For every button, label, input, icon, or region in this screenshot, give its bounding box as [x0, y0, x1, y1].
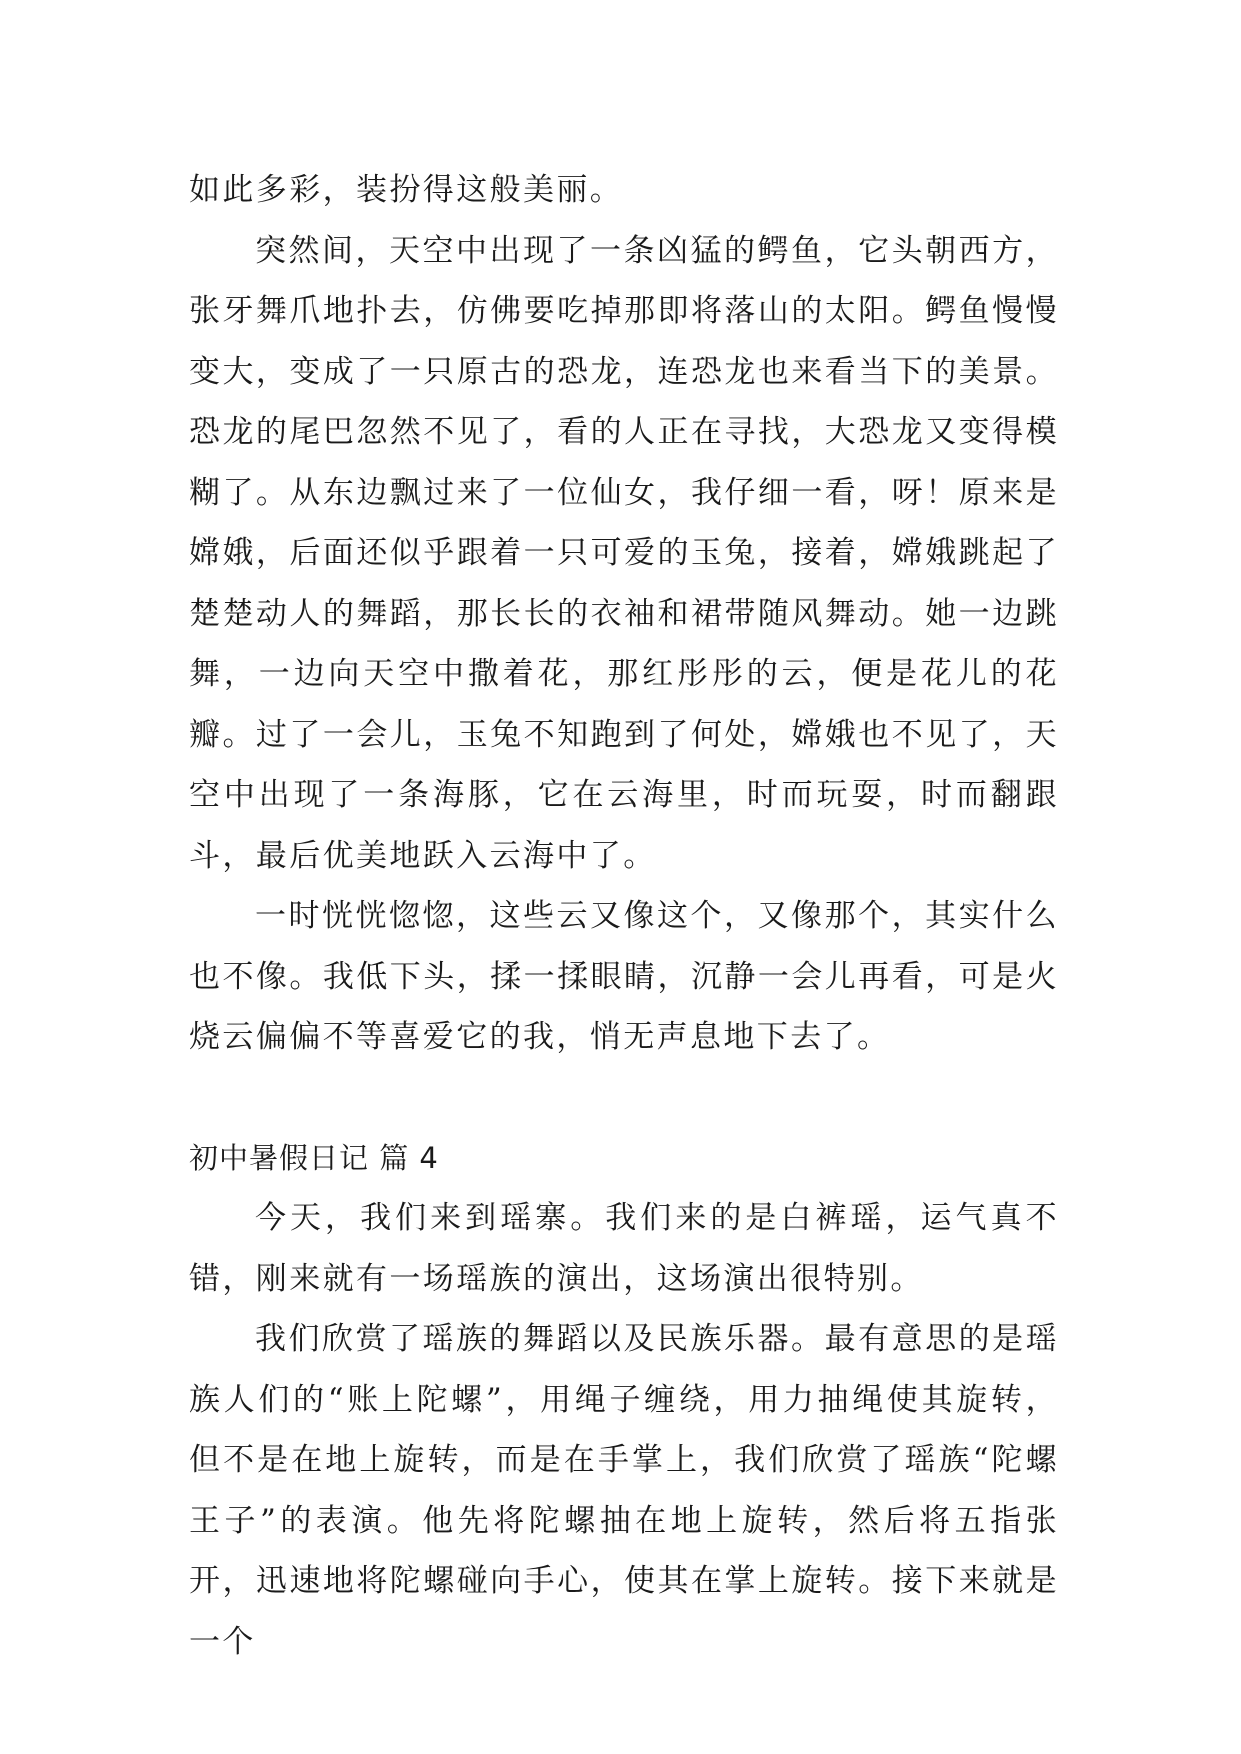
- paragraph-cloud-ending: 一时恍恍惚惚，这些云又像这个，又像那个，其实什么也不像。我低下头，揉一揉眼睛，沉静一会儿再看，可是火烧云偏偏不等喜爱它的我，悄无声息地下去了。: [189, 898, 1059, 1055]
- document-page: [189, 160, 1059, 1672]
- paragraph-continuation: 如此多彩，装扮得这般美丽。: [189, 172, 624, 208]
- paragraph-yao-village: 今天，我们来到瑶寨。我们来的是白裤瑶，运气真不错，刚来就有一场瑶族的演出，这场演出很特别。: [189, 1200, 1059, 1297]
- section-title: 初中暑假日记 篇 4: [189, 1140, 439, 1175]
- paragraph-spinning-top: 我们欣赏了瑶族的舞蹈以及民族乐器。最有意思的是瑶族人们的“账上陀螺”，用绳子缠绕，用力抽绳使其旋转，但不是在地上旋转，而是在手掌上，我们欣赏了瑶族“陀螺王子”的表演。他先将陀螺抽在地上旋转，然后将五指张开，迅速地将陀螺碰向手心，使其在掌上旋转。接下来就是一个: [189, 1321, 1059, 1660]
- paragraph-crocodile-cloud: 突然间，天空中出现了一条凶猛的鳄鱼，它头朝西方，张牙舞爪地扑去，仿佛要吃掉那即将落山的太阳。鳄鱼慢慢变大，变成了一只原古的恐龙，连恐龙也来看当下的美景。恐龙的尾巴忽然不见了，看的人正在寻找，大恐龙又变得模糊了。从东边飘过来了一位仙女，我仔细一看，呀！原来是嫦娥，后面还似乎跟着一只可爱的玉兔，接着，嫦娥跳起了楚楚动人的舞蹈，那长长的衣袖和裙带随风舞动。她一边跳舞，一边向天空中撒着花，那红彤彤的云，便是花儿的花瓣。过了一会儿，玉兔不知跑到了何处，嫦娥也不见了，天空中出现了一条海豚，它在云海里，时而玩耍，时而翻跟斗，最后优美地跃入云海中了。: [189, 232, 1059, 874]
